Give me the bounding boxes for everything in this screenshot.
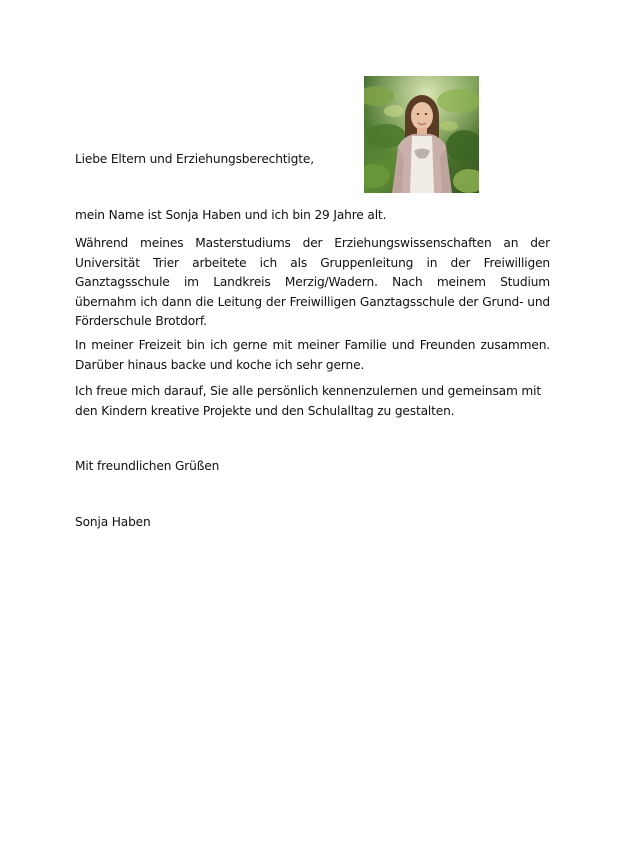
letter-paragraph-outlook: Ich freue mich darauf, Sie alle persönlich kennenzulernen und gemeinsam mit den Kindern kreative Projekte und den Schulalltag zu gestalten. [75, 384, 542, 418]
portrait-photo [364, 76, 479, 193]
letter-paragraph-studies: Während meines Masterstudiums der Erziehungswissenschaften an der Universität Trier arbeitete ich als Gruppenleitung in der Freiwilligen Ganztagsschule im Landkreis Merzig/Wadern. Nach meinem Studium übernahm ich dann die Leitung der Freiwilligen Ganztagsschule der Grund- und Förderschule Brotdorf. [75, 236, 550, 328]
letter-closing: Mit freundlichen Grüßen [75, 459, 220, 473]
letter-greeting: Liebe Eltern und Erziehungsberechtigte, [75, 152, 314, 166]
letter-signature: Sonja Haben [75, 515, 151, 529]
letter-paragraph-hobbies: In meiner Freizeit bin ich gerne mit meiner Familie und Freunden zusammen. Darüber hinaus backe und koche ich sehr gerne. [75, 338, 550, 372]
letter-intro: mein Name ist Sonja Haben und ich bin 29 Jahre alt. [75, 208, 387, 222]
